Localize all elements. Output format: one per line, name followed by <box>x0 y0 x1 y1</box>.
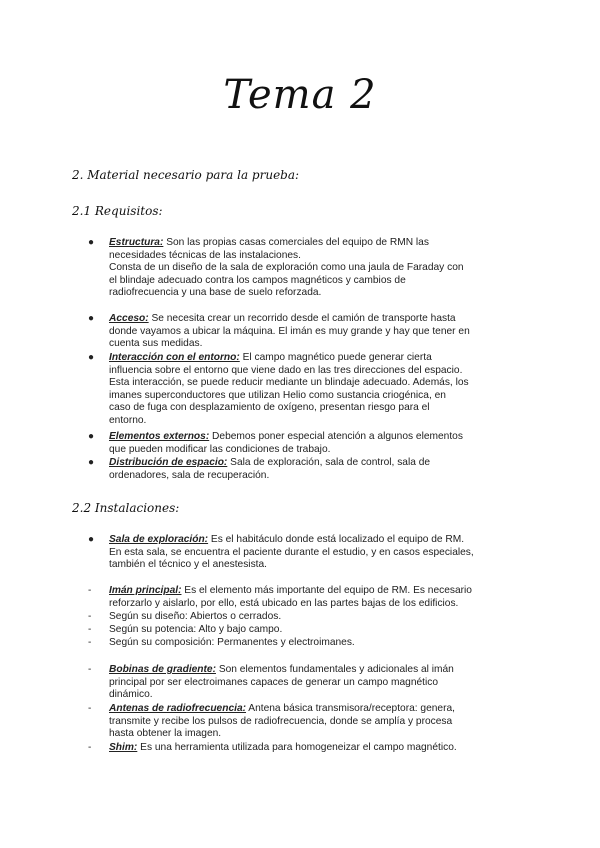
item-term: Bobinas de gradiente: <box>109 664 216 675</box>
item-term: Distribución de espacio: <box>109 457 228 468</box>
item-term: Interacción con el entorno: <box>109 352 240 363</box>
bullet-marker: ● <box>88 534 95 545</box>
item-text: Esta interacción, se puede reducir mediante un blindaje adecuado. Además, los <box>109 377 469 389</box>
item-text: El campo magnético puede generar cierta <box>239 352 432 363</box>
dash-marker: - <box>88 611 92 622</box>
bullet-marker: ● <box>88 352 95 363</box>
bullet-marker: ● <box>88 457 95 468</box>
item-text: influencia sobre el entorno que viene dado en las tres direcciones del espacio. <box>109 364 463 376</box>
list-item-segun-diseno <box>88 611 528 624</box>
dash-marker: - <box>88 742 92 753</box>
list-item-bobinas-gradiente <box>88 664 528 702</box>
item-text: radiofrecuencia y una base de suelo reforzada. <box>109 287 322 299</box>
item-text: necesidades técnicas de las instalaciones. <box>109 249 301 261</box>
item-text: Según su potencia: Alto y bajo campo. <box>109 624 283 635</box>
page-title: Tema 2 <box>223 72 377 118</box>
list-item-segun-potencia <box>88 624 528 637</box>
list-item-distribucion <box>88 457 528 482</box>
item-text: Son elementos fundamentales y adicionales al imán <box>215 664 454 675</box>
list-item-antenas-radiofrecuencia <box>88 703 528 741</box>
list-item-interaccion <box>88 352 528 428</box>
item-text: el blindaje adecuado contra los campos magnéticos y cambios de <box>109 274 406 286</box>
item-text: cuenta sus medidas. <box>109 338 203 350</box>
item-text: Son las propias casas comerciales del equipo de RMN las <box>163 237 429 248</box>
list-item-elementos-externos <box>88 431 528 456</box>
item-text: Es el elemento más importante del equipo de RM. Es necesario <box>181 585 472 596</box>
item-text: también el técnico y el anestesista. <box>109 559 267 571</box>
item-term: Antenas de radiofrecuencia: <box>109 703 247 714</box>
item-text: caso de fuga con desplazamiento de oxígeno, presentan riesgo para el <box>109 402 430 414</box>
list-item-acceso <box>88 313 528 351</box>
list-item-iman-principal <box>88 585 528 610</box>
list-item-shim <box>88 742 528 755</box>
item-text: donde vayamos a ubicar la máquina. El imán es muy grande y hay que tener en <box>109 325 470 337</box>
bullet-marker: ● <box>88 237 95 248</box>
item-term: Shim: <box>109 742 138 753</box>
item-text: Es una herramienta utilizada para homogeneizar el campo magnético. <box>137 742 457 753</box>
item-term: Imán principal: <box>109 585 182 596</box>
dash-marker: - <box>88 624 92 635</box>
item-text: Se necesita crear un recorrido desde el camión de transporte hasta <box>148 313 456 324</box>
item-text: entorno. <box>109 414 147 426</box>
item-text: principal por ser electroimanes capaces de generar un campo magnético <box>109 676 439 688</box>
bullet-marker: ● <box>88 431 95 442</box>
item-text: Sala de exploración, sala de control, sala de <box>227 457 431 468</box>
bullet-marker: ● <box>88 313 95 324</box>
section-heading: 2. Material necesario para la prueba: <box>72 168 300 182</box>
item-text: Antena básica transmisora/receptora: genera, <box>246 703 455 714</box>
item-term: Sala de exploración: <box>109 534 209 545</box>
list-item-sala-exploracion <box>88 534 528 572</box>
subsection-heading-instalaciones: 2.2 Instalaciones: <box>72 501 180 515</box>
item-text: transmite y recibe los pulsos de radiofrecuencia, donde se amplía y procesa <box>109 715 453 727</box>
item-term: Acceso: <box>109 313 149 324</box>
item-text: ordenadores, sala de recuperación. <box>109 469 270 481</box>
subsection-heading-requisitos: 2.1 Requisitos: <box>72 204 163 218</box>
item-text: reforzarlo y aislarlo, por ello, está ubicado en las partes bajas de los edificios. <box>109 597 459 609</box>
item-text: Según su diseño: Abiertos o cerrados. <box>109 611 282 622</box>
dash-marker: - <box>88 585 92 596</box>
item-text: imanes superconductores que utilizan Helio como sustancia criogénica, en <box>109 389 446 401</box>
list-item-estructura <box>88 237 528 300</box>
item-text: Consta de un diseño de la sala de exploración como una jaula de Faraday con <box>109 262 464 274</box>
item-text: dinámico. <box>109 689 153 701</box>
dash-marker: - <box>88 637 92 648</box>
list-item-segun-composicion <box>88 637 528 650</box>
item-text: Es el habitáculo donde está localizado el equipo de RM. <box>208 534 465 545</box>
item-text: En esta sala, se encuentra el paciente durante el estudio, y en casos especiales, <box>109 546 474 558</box>
item-text: hasta obtener la imagen. <box>109 728 222 740</box>
item-term: Elementos externos: <box>109 431 210 442</box>
item-text: Según su composición: Permanentes y electroimanes. <box>109 637 355 648</box>
item-term: Estructura: <box>109 237 164 248</box>
dash-marker: - <box>88 703 92 714</box>
item-text: que pueden modificar las condiciones de trabajo. <box>109 443 331 455</box>
dash-marker: - <box>88 664 92 675</box>
item-text: Debemos poner especial atención a algunos elementos <box>209 431 463 442</box>
